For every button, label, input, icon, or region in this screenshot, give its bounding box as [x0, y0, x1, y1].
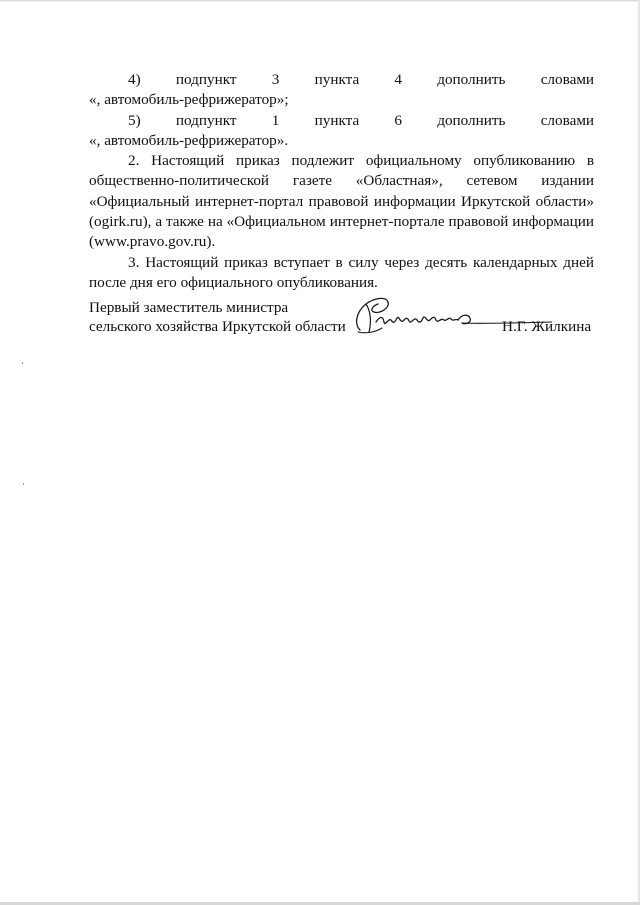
item-4-line-2: «, автомобиль-рефрижератор»;	[89, 91, 289, 109]
word: словами	[540, 71, 595, 88]
word: подпункт	[175, 111, 237, 129]
word: 5)	[128, 111, 141, 129]
word: издании	[541, 172, 595, 190]
word: 1	[271, 111, 280, 129]
scan-speck	[23, 483, 24, 485]
word: 4	[394, 71, 402, 88]
item-5-line-1	[89, 111, 594, 131]
word: 3	[271, 71, 280, 88]
item-4-line-1	[89, 70, 594, 90]
scan-edge-top	[0, 0, 640, 2]
word: подпункт	[175, 71, 237, 88]
signatory-position-line-1: Первый заместитель министра	[89, 299, 289, 316]
word: дополнить	[437, 71, 506, 88]
para-2-line-5: (www.pravo.gov.ru).	[89, 233, 216, 251]
para-2-line-4: (ogirk.ru), а также на «Официальном интернет-портале правовой информации	[89, 213, 594, 231]
signature-block	[89, 298, 599, 336]
document-body	[89, 70, 594, 293]
item-5-line-2: «, автомобиль-рефрижератор».	[89, 131, 289, 149]
para-3-line-1: 3. Настоящий приказ вступает в силу через десять календарных дней	[128, 253, 594, 271]
word: 6	[394, 111, 402, 129]
signatory-name: Н.Г. Жилкина	[502, 318, 592, 335]
para-2-line-1: 2. Настоящий приказ подлежит официальному опубликованию в	[128, 152, 594, 170]
word: 4)	[128, 71, 141, 88]
word: пункта	[314, 71, 360, 88]
word: сетевом	[466, 172, 518, 190]
word: газете	[292, 172, 332, 190]
word: общественно-политической	[89, 172, 270, 190]
word: «Областная»,	[355, 172, 443, 190]
word: дополнить	[437, 111, 506, 129]
para-2-line-2	[89, 171, 594, 191]
word: пункта	[314, 111, 360, 129]
signatory-position-line-2: сельского хозяйства Иркутской области	[89, 318, 346, 335]
para-2-line-3: «Официальный интернет-портал правовой информации Иркутской области»	[89, 192, 594, 210]
scan-speck	[22, 362, 23, 364]
word: словами	[540, 111, 595, 129]
para-3-line-2: после дня его официального опубликования.	[89, 273, 378, 291]
